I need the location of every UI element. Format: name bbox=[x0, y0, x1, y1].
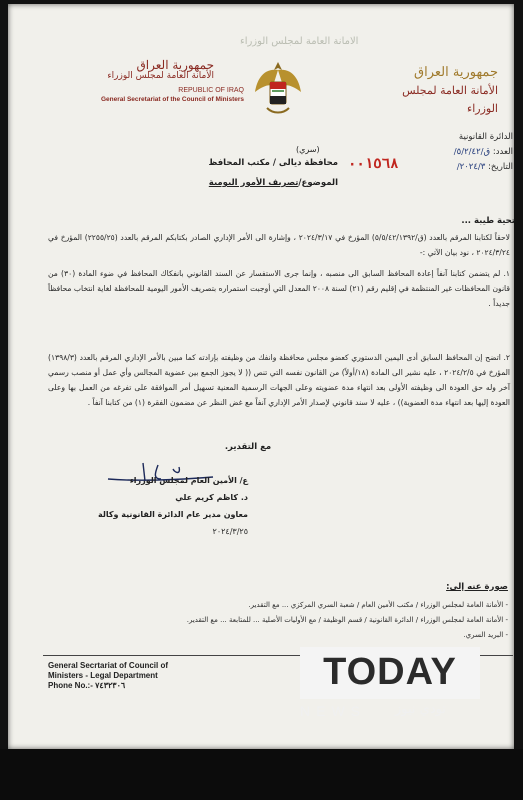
watermark-text: الامانة العامة لمجلس الوزراء bbox=[240, 36, 359, 47]
header-country-ar: جمهورية العراق bbox=[136, 58, 214, 72]
paragraph-2: ٢. اتضح إن المحافظ السابق أدى اليمين الدستوري كعضو مجلس محافظة وانفك من وظيفته بإرادته كما مبين بالأمر الإداري المرقم بالعدد (١٣٩٨/٣) المؤرخ في ٢٠٢٤/٢/٥ ، عليه نشير الى المادة (١٨/أولاً) من القانون نفسه التي تنص (( لا يجوز الجمع بين عضوية المجالس وأي عمل أو منصب رسمي آخر وله حق العودة الى وظيفته الأولى بعد انتهاء مدة عضويته وعلى الجهات الرسمية المعنية تسهيل أمر الموافقة على تفرغه من العمل بها وعلى العودة إليها بعد انتهاء مدة العضوية)) ، عليه لا سند قانوني لإصدار الأمر الإداري آنفاً مع غض النظر عن مضمون الفقرة (١) من كتابنا آنفاً . bbox=[48, 353, 511, 407]
copy-item: - الأمانة العامة لمجلس الوزراء / الدائرة القانونية / قسم الوظيفة / مع الأوليات الأصلية ... للمتابعة ... مع التقدير. bbox=[186, 616, 508, 624]
logo-brand: TODAY bbox=[323, 651, 457, 693]
header-secretariat-ar-right: الأمانة العامة لمجلس الوزراء bbox=[402, 84, 498, 115]
header-country-en: REPUBLIC OF IRAQ bbox=[178, 87, 244, 94]
subject-label: الموضوع/ bbox=[298, 178, 338, 188]
department-label: الدائرة القانونية bbox=[458, 132, 513, 142]
signer-on-behalf: ع/ الأمين العام لمجلس الوزراء bbox=[129, 476, 248, 485]
document-page bbox=[8, 4, 514, 749]
iraq-eagle-emblem-icon bbox=[253, 58, 303, 118]
footer-line-2: Ministers - Legal Department bbox=[48, 671, 158, 680]
date-value: ٢٠٢٤/٣/ bbox=[456, 162, 486, 172]
paragraph-1: ١. لم يتضمن كتابنا آنفاً إعادة المحافظ السابق الى منصبه ، وإنما جرى الاستفسار عن السند القانوني بانفكاك المحافظ في ضوء المادة (٣٠) من قانون المحافظات غير المنتظمة في إقليم رقم (٢١) لسنة ٢٠٠٨ المعدل التي أوجبت استمراره بتصريف الأمور اليومية للمحافظة لغاية انتخاب محافظاً جديداً . bbox=[48, 269, 510, 308]
signature-block bbox=[48, 472, 248, 540]
paragraph-intro: لاحقاً لكتابنا المرقم بالعدد (ق/٥/٥/٤٢/١٣٩٢) المؤرخ في ٢٠٢٤/٣/١٧ ، وإشارة الى الأمر الإداري الصادر بكتابكم المرقم بالعدد (٢٢٥٥/٢٥) المؤرخ في ٢٠٢٤/٣/٢٤ ، نود بيان الآتي :- bbox=[48, 233, 510, 257]
subject-text: تصريف الأمور اليومية bbox=[208, 178, 299, 188]
photo-dark-border bbox=[0, 749, 523, 800]
header-arabic-right bbox=[378, 64, 498, 118]
header-english bbox=[64, 86, 244, 104]
logo-news: NEWS bbox=[300, 703, 366, 719]
header-arabic-left bbox=[84, 60, 214, 82]
serial-stamp: ٠٠١٥٦٨ bbox=[348, 157, 399, 173]
copy-item: - البريد السري. bbox=[463, 631, 508, 639]
footer-line-1: General Secrtariat of Council of bbox=[48, 661, 169, 670]
footer-contact bbox=[48, 661, 208, 691]
classification-label: (سري) bbox=[296, 145, 320, 154]
greeting: تحية طيبة ... bbox=[461, 216, 515, 226]
copies-title: صورة عنه إلى: bbox=[446, 582, 508, 592]
recipient: محافظة ديالى / مكتب المحافظ bbox=[208, 158, 338, 168]
header-country-ar-right: جمهورية العراق bbox=[414, 65, 498, 80]
reference-block bbox=[398, 130, 513, 175]
header-secretariat-ar: الأمانة العامة لمجلس الوزراء bbox=[107, 71, 214, 81]
signer-title: معاون مدير عام الدائرة القانونية وكالة bbox=[97, 510, 248, 519]
number-label: العدد: bbox=[492, 147, 513, 157]
header-secretariat-en: General Secretariat of the Council of Ministers bbox=[100, 96, 244, 103]
today-news-logo bbox=[300, 647, 480, 725]
date-label: التاريخ: bbox=[488, 162, 513, 172]
logo-arabic: تودي نيوز bbox=[395, 702, 446, 717]
signature-date: ٢٠٢٤/٣/٢٥ bbox=[212, 527, 248, 536]
number-value: ق/٥/٢/٤٢/ bbox=[453, 147, 491, 157]
signer-name: د. كاظم كريم علي bbox=[175, 493, 248, 502]
closing-text: مع التقدير. bbox=[224, 442, 272, 452]
copies-list bbox=[68, 598, 508, 643]
footer-phone: Phone No.:- ٧٤٣٢٣٠٦ bbox=[48, 681, 126, 690]
copy-item: - الأمانة العامة لمجلس الوزراء / مكتب الأمين العام / شعبة السري المركزي ... مع التقدير. bbox=[248, 601, 508, 609]
subject-line bbox=[188, 178, 338, 188]
